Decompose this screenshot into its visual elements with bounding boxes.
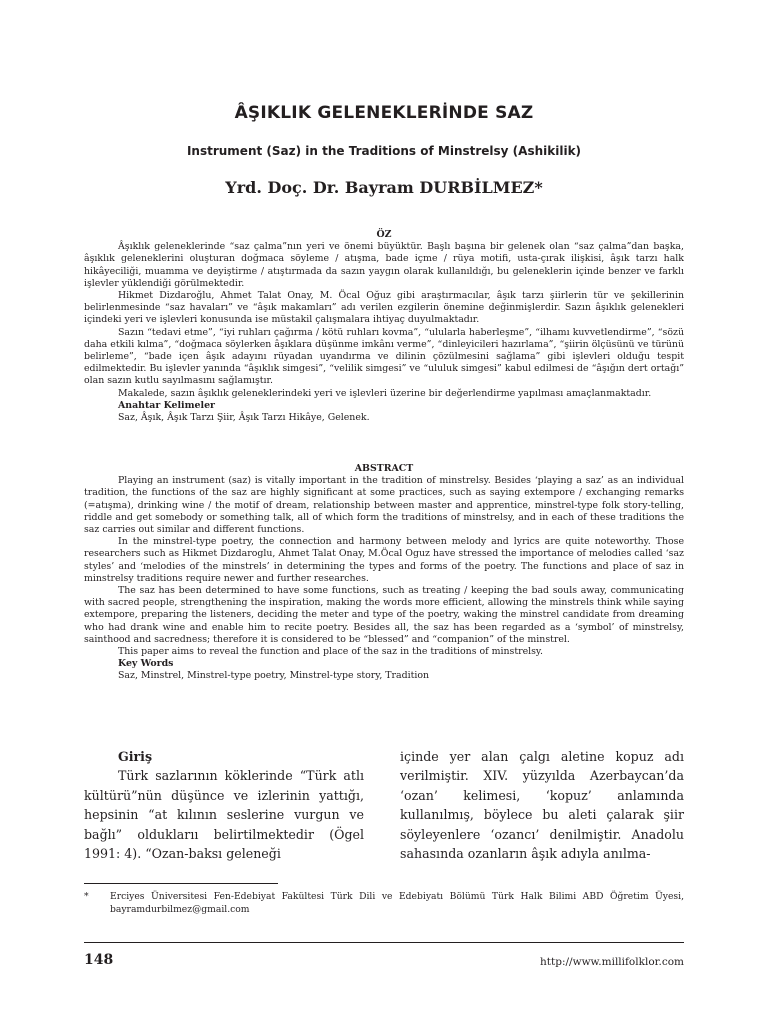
footnote bbox=[84, 890, 684, 916]
abstract-keywords-heading: Key Words bbox=[118, 658, 174, 670]
footer-divider bbox=[84, 942, 684, 943]
section-heading-giris: Giriş bbox=[118, 749, 153, 764]
footer-url: http://www.millifolklor.com bbox=[540, 956, 684, 968]
abstract-keywords: Saz, Minstrel, Minstrel-type poetry, Minstrel-type story, Tradition bbox=[118, 670, 430, 682]
oz-paragraph: Sazın “tedavi etme”, “iyi ruhları çağırma / kötü ruhları kovma”, “ulularla haberleşme”, “ilhamı kuvvetlendirme”, “sözü daha etkili kılma”, “doğmaca söylerken âşıklara düşünme imkânı verme”, “dinleyicileri hazırlama”, “şiirin ölçüsünü ve türünü belirleme”, “bade içen âşık adayını rüyadan uyandırma ve dilinin çözülmesini sağlama” gibi işlevleri olduğu tespit edilmektedir. Bu işlevler yanında “âşıklık simgesi”, “velilik simgesi” ve “ululuk simgesi” kabul edilmesi de “âşığın dert ortağı” olan sazın kutlu sayılmasını sağlamıştır. bbox=[84, 326, 684, 387]
footnote-text: Erciyes Üniversitesi Fen-Edebiyat Fakültesi Türk Dili ve Edebiyatı Bölümü Türk Halk Bilimi ABD Öğretim Üyesi, bayramdurbilmez@gmail.com bbox=[110, 891, 684, 915]
oz-paragraph: Hikmet Dizdaroğlu, Ahmet Talat Onay, M. Öcal Oğuz gibi araştırmacılar, âşık tarzı şiirlerin tür ve şekillerinin belirlenmesinde “saz havaları” ve “âşık makamları” adı verilen ezgilerin önemine değinmişlerdir. Sazın âşıklık gelenekleri içindeki yeri ve işlevleri konusunda ise müstakil çalışmalara ihtiyaç duyulmaktadır. bbox=[84, 290, 684, 326]
abstract-section bbox=[84, 463, 684, 683]
oz-section bbox=[84, 229, 684, 424]
oz-heading: ÖZ bbox=[376, 229, 392, 240]
abstract-paragraph: The saz has been determined to have some functions, such as treating / keeping the bad souls away, communicating with sacred people, strengthening the inspiration, making the words more efficient, allowing the minstrels think while saying extempore, preparing the listeners, deciding the meter and type of the poetry, waking the minstrel candidate from dreaming who had drank wine and enable him to recite poetry. Besides all, the saz has been regarded as a ‘symbol’ of minstrelsy, sainthood and sacredness; therefore it is considered to be “blessed” and “companion” of the minstrel. bbox=[84, 585, 684, 645]
article-subtitle: Instrument (Saz) in the Traditions of Minstrelsy (Ashikilik) bbox=[186, 144, 582, 158]
oz-keywords: Saz, Âşık, Âşık Tarzı Şiir, Âşık Tarzı Hikâye, Gelenek. bbox=[118, 412, 370, 424]
oz-paragraph: Âşıklık geleneklerinde “saz çalma”nın yeri ve önemi büyüktür. Başlı başına bir gelenek olan “saz çalma”dan başka, âşıklık geleneklerini oluşturan doğmaca söyleme / atışma, bade içme / rüya motifi, usta-çırak ilişkisi, âşık tarzı halk hikâyeciliği, muamma ve deyiştirme / atıştırmada da sazın yaygın olarak kullanıldığı, bu geleneklerin içinde benzer ve farklı işlevler yüklendiği görülmektedir. bbox=[84, 241, 684, 289]
article-author: Yrd. Doç. Dr. Bayram DURBİLMEZ* bbox=[225, 178, 543, 197]
abstract-paragraph: In the minstrel-type poetry, the connection and harmony between melody and lyrics are quite noteworthy. Those researchers such as Hikmet Dizdaroglu, Ahmet Talat Onay, M.Öcal Oguz have stressed the importance of melodies called ‘saz styles’ and ‘melodies of the minstrels’ in determining the types and forms of the poetry. The functions and place of saz in minstrelsy traditions require newer and further researches. bbox=[84, 536, 684, 584]
body-column-left bbox=[84, 747, 364, 863]
body-column-right bbox=[400, 747, 684, 863]
abstract-heading: ABSTRACT bbox=[354, 463, 414, 474]
body-paragraph: Türk sazlarının köklerinde “Türk atlı kültürü”nün düşünce ve izlerinin yattığı, hepsinin “at kılının seslerine vurgun ve bağlı” olduklarıı belirtilmektedir (Ögel 1991: 4). “Ozan-baksı geleneği bbox=[84, 768, 364, 862]
abstract-paragraph: This paper aims to reveal the function and place of the saz in the traditions of minstrelsy. bbox=[118, 646, 543, 658]
body-paragraph-continued: içinde yer alan çalgı aletine kopuz adı verilmiştir. XIV. yüzyılda Azerbaycan’da ‘ozan’ kelimesi, ‘kopuz’ anlamında kullanılmış, böylece bu aleti çalarak şiir söyleyenlere ‘ozancı’ denilmiştir. Anadolu sahasında ozanların âşık adıyla anılma- bbox=[400, 749, 684, 862]
oz-keywords-heading: Anahtar Kelimeler bbox=[118, 399, 215, 411]
footnote-divider bbox=[84, 883, 278, 884]
page-number: 148 bbox=[84, 952, 114, 968]
article-title: ÂŞIKLIK GELENEKLERİNDE SAZ bbox=[234, 103, 534, 123]
abstract-paragraph: Playing an instrument (saz) is vitally important in the tradition of minstrelsy. Besides ‘playing a saz’ as an individual tradition, the functions of the saz are highly significant at some practices, such as saying extempore / exchanging remarks (=atışma), drinking wine / the motif of dream, relationship between master and apprentice, minstrel-type folk story-telling, riddle and get somebody or something talk, all of which form the traditions of minstrelsy, and in each of these traditions the saz carries out similar and different functions. bbox=[84, 475, 684, 536]
oz-paragraph: Makalede, sazın âşıklık geleneklerindeki yeri ve işlevleri üzerine bir değerlendirme yapılması amaçlanmaktadır. bbox=[118, 387, 652, 399]
footnote-mark: * bbox=[84, 891, 89, 902]
